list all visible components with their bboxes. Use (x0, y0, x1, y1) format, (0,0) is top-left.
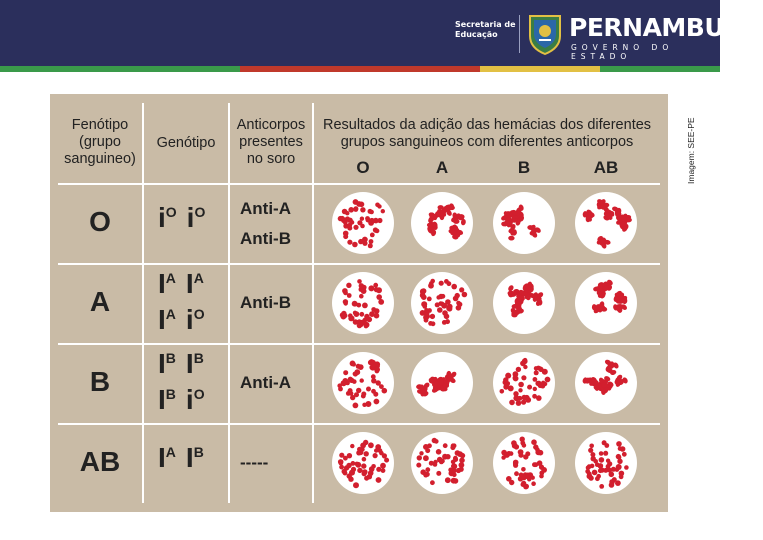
brand-subtitle: GOVERNO DO ESTADO (571, 43, 674, 61)
allele-letter: I (158, 304, 166, 335)
allele-letter: I (185, 348, 194, 379)
phenotype-ab: AB (79, 446, 121, 477)
result-ab-ab-scattered (575, 432, 637, 494)
header-results-line2: grupos sanguineos com diferentes anticorpos (340, 134, 634, 150)
antibodies-cell (240, 448, 312, 478)
allele-superscript: B (165, 386, 176, 402)
result-b-o-scattered (332, 352, 394, 414)
antibody-label: ----- (240, 453, 269, 472)
allele-letter: I (185, 442, 194, 473)
allele-letter: I (158, 348, 166, 379)
allele-letter: I (185, 268, 194, 299)
sec-line-2: Educação (455, 30, 498, 39)
antibodies-cell (240, 194, 312, 254)
blood-cells (332, 352, 394, 414)
result-ab-b-scattered (493, 432, 555, 494)
blood-cells (332, 192, 394, 254)
header-stripe (0, 66, 720, 72)
separator (519, 15, 520, 53)
result-a-ab-clumped (575, 272, 637, 334)
antibody-label: Anti-A (240, 373, 291, 392)
result-o-b-clumped (493, 192, 555, 254)
result-ab-a-scattered (411, 432, 473, 494)
blood-cells (411, 352, 473, 414)
allele-superscript: A (193, 270, 204, 286)
result-a-o-scattered (332, 272, 394, 334)
blood-cells (493, 352, 555, 414)
header-phenotype-line3: sanguineo) (64, 151, 136, 167)
blood-type-table (58, 103, 660, 503)
blood-cells (575, 272, 637, 334)
column-divider (142, 103, 144, 503)
secretaria-label (455, 20, 517, 40)
header-antibodies (230, 117, 312, 168)
phenotype-o: O (89, 206, 111, 237)
top-banner (0, 0, 763, 66)
row-divider (58, 183, 660, 185)
genotype-line (158, 384, 228, 420)
result-o-ab-clumped (575, 192, 637, 254)
phenotype-a: A (89, 286, 111, 317)
result-column-a: A (435, 158, 449, 177)
blood-cells (493, 272, 555, 334)
result-column-o: O (356, 158, 370, 177)
antibodies-cell (240, 368, 312, 398)
row-divider (58, 263, 660, 265)
blood-cells (332, 432, 394, 494)
header-genotype: Genótipo (156, 135, 216, 151)
header-phenotype-line2: (grupo (79, 134, 121, 150)
antibodies-cell (240, 288, 312, 318)
result-b-b-scattered (493, 352, 555, 414)
header-phenotype-line1: Fenótipo (71, 117, 129, 133)
genotype-line (158, 442, 228, 478)
blood-cells (411, 192, 473, 254)
antibody-label: Anti-B (240, 293, 291, 312)
credit-text: Imagem: SEE-PE (686, 117, 696, 184)
blood-cells (493, 432, 555, 494)
allele-superscript: O (194, 204, 206, 220)
blood-cells (493, 192, 555, 254)
result-ab-o-scattered (332, 432, 394, 494)
header-results-line1: Resultados da adição das hemácias dos diferentes (322, 117, 652, 133)
genotype-line (158, 348, 228, 384)
antibody-label: Anti-B (240, 229, 291, 248)
result-o-a-clumped (411, 192, 473, 254)
blood-cells (411, 432, 473, 494)
result-column-ab: AB (593, 158, 619, 177)
allele-superscript: A (165, 444, 176, 460)
result-column-b: B (517, 158, 531, 177)
allele-letter: i (185, 384, 194, 415)
row-divider (58, 423, 660, 425)
allele-letter: i (158, 202, 166, 233)
genotype-cell (158, 268, 228, 340)
image-credit (676, 100, 696, 190)
allele-superscript: A (165, 270, 176, 286)
allele-letter: i (185, 304, 194, 335)
result-a-b-clumped (493, 272, 555, 334)
header-phenotype (58, 117, 142, 168)
allele-letter: I (158, 384, 166, 415)
genotype-cell (158, 348, 228, 420)
sec-line-1: Secretaria de (455, 20, 516, 29)
blood-cells (575, 352, 637, 414)
allele-superscript: A (165, 306, 176, 322)
column-divider (312, 103, 314, 503)
allele-superscript: B (193, 444, 204, 460)
genotype-cell (158, 202, 228, 238)
header-antibodies-line2: presentes (239, 134, 303, 150)
allele-superscript: O (193, 306, 205, 322)
result-b-a-clumped (411, 352, 473, 414)
header-antibodies-line1: Anticorpos (236, 117, 306, 133)
allele-letter: i (186, 202, 195, 233)
blood-cells (575, 432, 637, 494)
allele-superscript: B (193, 350, 204, 366)
brand-title: PERNAMBUCO (569, 13, 763, 42)
state-crest-icon (524, 12, 566, 56)
result-a-a-scattered (411, 272, 473, 334)
result-b-ab-clumped (575, 352, 637, 414)
antibody-label: Anti-A (240, 199, 291, 218)
genotype-line (158, 202, 228, 238)
blood-cells (575, 192, 637, 254)
row-divider (58, 343, 660, 345)
blood-cells (411, 272, 473, 334)
genotype-line (158, 268, 228, 304)
phenotype-b: B (89, 366, 111, 397)
header-results (314, 117, 660, 151)
result-o-o-scattered (332, 192, 394, 254)
column-divider (228, 103, 230, 503)
blood-cells (332, 272, 394, 334)
allele-superscript: O (165, 204, 177, 220)
header-antibodies-line3: no soro (246, 151, 296, 167)
allele-superscript: B (165, 350, 176, 366)
allele-superscript: O (193, 386, 205, 402)
allele-letter: I (158, 442, 166, 473)
genotype-line (158, 304, 228, 340)
allele-letter: I (158, 268, 166, 299)
genotype-cell (158, 442, 228, 478)
